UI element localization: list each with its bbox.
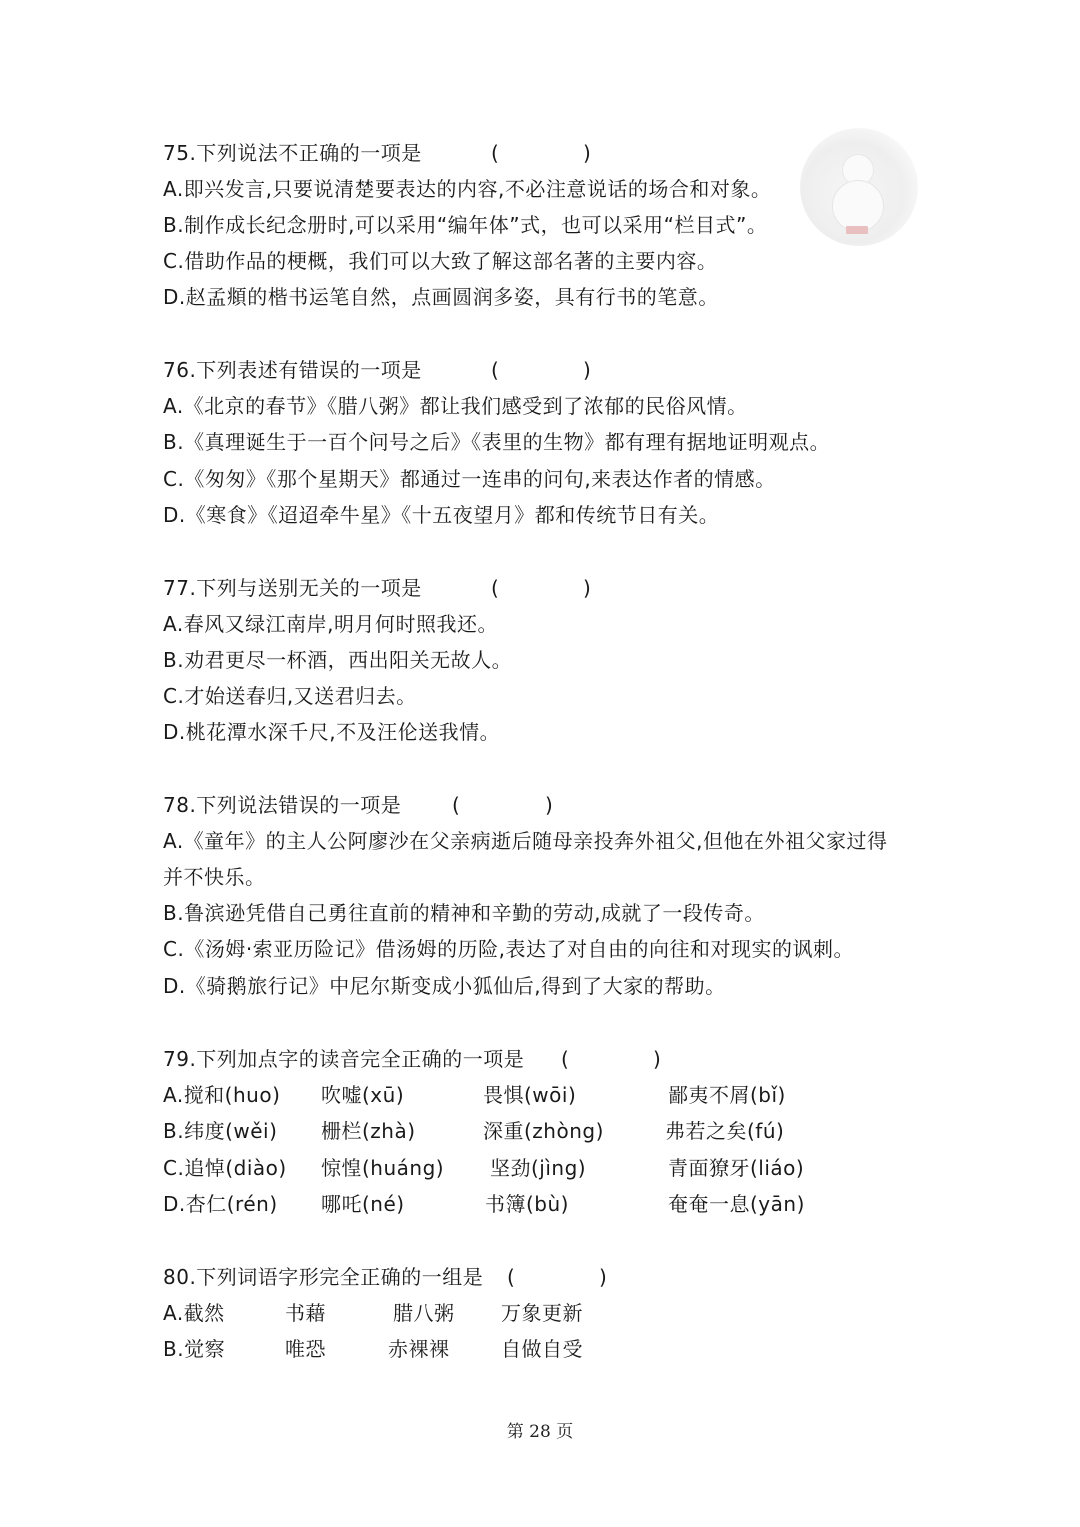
q78-option-a-line2: 并不快乐。 [163, 865, 266, 889]
q79-a-item3: 畏惧(wōi) [483, 1083, 577, 1107]
q79-c-item2: 惊惶(huáng) [321, 1156, 445, 1180]
q80-a-item2: 书藉 [285, 1301, 326, 1325]
q78-close-paren: ) [545, 793, 553, 817]
q79-b-item1: B.纬度(wěi) [163, 1119, 278, 1143]
q79-b-item4: 弗若之矣(fú) [665, 1119, 785, 1143]
q79-c-item1: C.追悼(diào) [163, 1156, 287, 1180]
q78-stem: 78.下列说法错误的一项是 [163, 793, 402, 817]
q79-a-item2: 吹嘘(xū) [321, 1083, 405, 1107]
q77-option-b: B.劝君更尽一杯酒，西出阳关无故人。 [163, 648, 513, 672]
q78-open-paren: ( [452, 793, 460, 817]
q76-option-c: C.《匆匆》《那个星期天》都通过一连串的问句,来表达作者的情感。 [163, 467, 776, 491]
q79-d-item1: D.杏仁(rén) [163, 1192, 278, 1216]
q79-d-item2: 哪吒(né) [321, 1192, 405, 1216]
q75-option-c: C.借助作品的梗概，我们可以大致了解这部名著的主要内容。 [163, 249, 718, 273]
q75-option-b: B.制作成长纪念册时,可以采用“编年体”式，也可以采用“栏目式”。 [163, 213, 768, 237]
q79-stem: 79.下列加点字的读音完全正确的一项是 [163, 1047, 525, 1071]
q76-close-paren: ) [583, 358, 591, 382]
q79-open-paren: ( [561, 1047, 569, 1071]
q80-b-item3: 赤裸裸 [388, 1337, 450, 1361]
q79-b-item2: 栅栏(zhà) [321, 1119, 416, 1143]
red-seal-mark [846, 226, 868, 234]
q75-stem: 75.下列说法不正确的一项是 [163, 141, 422, 165]
q80-b-item2: 唯恐 [285, 1337, 326, 1361]
q77-option-a: A.春风又绿江南岸,明月何时照我还。 [163, 612, 499, 636]
q79-c-item4: 青面獠牙(liáo) [668, 1156, 805, 1180]
q79-d-item3: 书簿(bù) [485, 1192, 569, 1216]
q76-option-a: A.《北京的春节》《腊八粥》都让我们感受到了浓郁的民俗风情。 [163, 394, 748, 418]
q78-option-d: D.《骑鹅旅行记》中尼尔斯变成小狐仙后,得到了大家的帮助。 [163, 974, 726, 998]
snowman-body [832, 180, 884, 232]
q76-open-paren: ( [491, 358, 499, 382]
q80-a-item3: 腊八粥 [393, 1301, 455, 1325]
q75-open-paren: ( [491, 141, 499, 165]
q76-stem: 76.下列表述有错误的一项是 [163, 358, 422, 382]
q80-a-item4: 万象更新 [501, 1301, 583, 1325]
q79-b-item3: 深重(zhòng) [483, 1119, 604, 1143]
q76-option-b: B.《真理诞生于一百个问号之后》《表里的生物》都有理有据地证明观点。 [163, 430, 831, 454]
q79-a-item4: 鄙夷不屑(bǐ) [668, 1083, 786, 1107]
q78-option-a-line1: A.《童年》的主人公阿廖沙在父亲病逝后随母亲投奔外祖父,但他在外祖父家过得 [163, 829, 888, 853]
q80-b-item4: 自做自受 [501, 1337, 583, 1361]
q80-open-paren: ( [507, 1265, 515, 1289]
q78-option-b: B.鲁滨逊凭借自己勇往直前的精神和辛勤的劳动,成就了一段传奇。 [163, 901, 765, 925]
q75-option-a: A.即兴发言,只要说清楚要表达的内容,不必注意说话的场合和对象。 [163, 177, 772, 201]
q79-c-item3: 坚劲(jìng) [490, 1156, 587, 1180]
page-number-footer: 第 28 页 [506, 1422, 574, 1442]
q77-option-d: D.桃花潭水深千尺,不及汪伦送我情。 [163, 720, 501, 744]
q78-option-c: C.《汤姆·索亚历险记》借汤姆的历险,表达了对自由的向往和对现实的讽刺。 [163, 937, 855, 961]
q79-d-item4: 奄奄一息(yān) [668, 1192, 805, 1216]
q80-close-paren: ) [599, 1265, 607, 1289]
q77-close-paren: ) [583, 576, 591, 600]
q75-option-d: D.赵孟頫的楷书运笔自然，点画圆润多姿，具有行书的笔意。 [163, 285, 719, 309]
snowman-watermark-image [800, 128, 918, 246]
q75-close-paren: ) [583, 141, 591, 165]
q79-a-item1: A.搅和(huo) [163, 1083, 281, 1107]
q77-stem: 77.下列与送别无关的一项是 [163, 576, 422, 600]
q80-a-item1: A.截然 [163, 1301, 225, 1325]
q79-close-paren: ) [653, 1047, 661, 1071]
q77-option-c: C.才始送春归,又送君归去。 [163, 684, 417, 708]
q76-option-d: D.《寒食》《迢迢牵牛星》《十五夜望月》都和传统节日有关。 [163, 503, 720, 527]
q77-open-paren: ( [491, 576, 499, 600]
q80-b-item1: B.觉察 [163, 1337, 226, 1361]
q80-stem: 80.下列词语字形完全正确的一组是 [163, 1265, 484, 1289]
